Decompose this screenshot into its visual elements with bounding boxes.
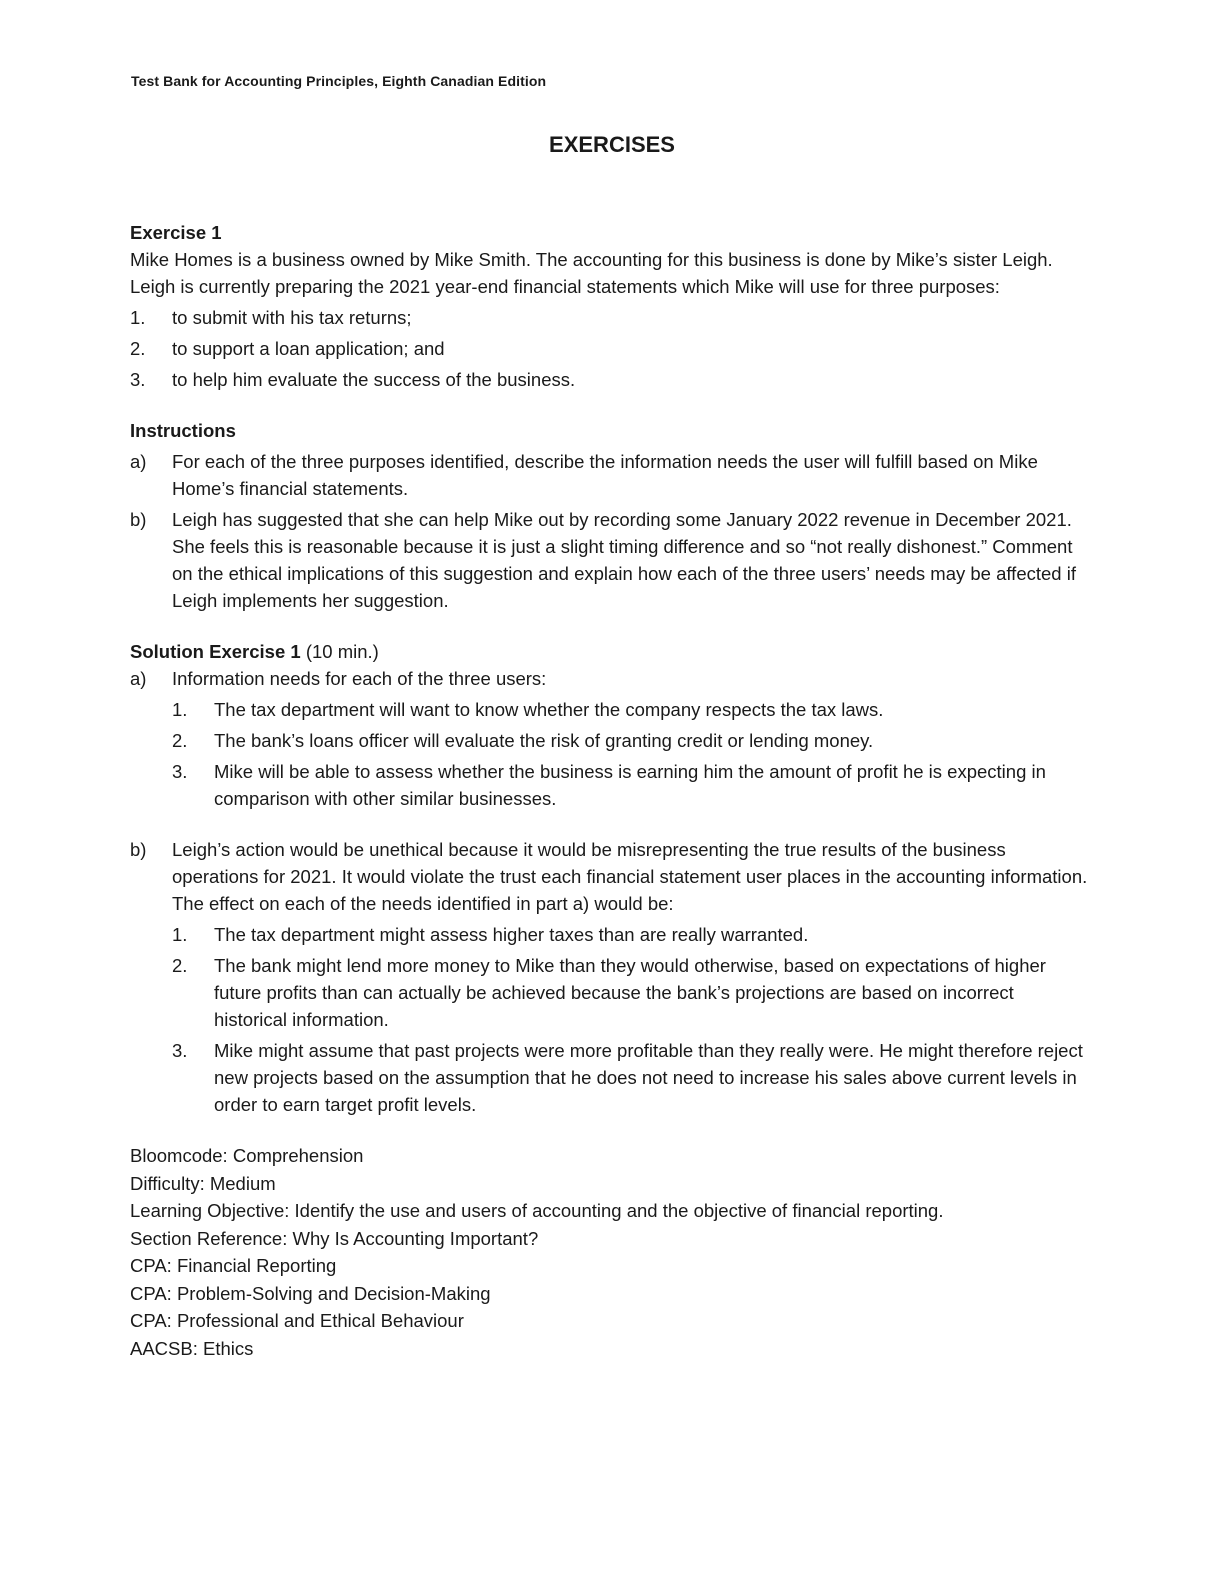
list-item bbox=[172, 696, 1090, 723]
solution-heading-line bbox=[130, 638, 1090, 665]
item-text: Mike might assume that past projects were more profitable than they really were. He might therefore reject new projects based on the assumption that he does not need to increase his sales above current levels in order to earn target profit levels. bbox=[214, 1040, 1083, 1115]
item-text: The tax department will want to know whether the company respects the tax laws. bbox=[214, 699, 884, 720]
item-number: 1. bbox=[130, 307, 146, 328]
solution-part-b bbox=[130, 836, 1090, 917]
instructions-heading: Instructions bbox=[130, 420, 236, 441]
meta-cpa-1: CPA: Financial Reporting bbox=[130, 1255, 337, 1276]
item-number: 1. bbox=[172, 924, 188, 945]
item-number: 2. bbox=[130, 338, 146, 359]
meta-cpa-2: CPA: Problem-Solving and Decision-Making bbox=[130, 1282, 491, 1304]
meta-section-reference: Section Reference: Why Is Accounting Important? bbox=[130, 1227, 539, 1249]
instructions-list bbox=[130, 448, 1090, 614]
solution-part-a bbox=[130, 665, 1090, 692]
item-number: 3. bbox=[172, 1040, 188, 1061]
list-item bbox=[130, 335, 1090, 362]
list-item bbox=[172, 921, 1090, 948]
page-title: EXERCISES bbox=[549, 132, 675, 157]
meta-difficulty: Difficulty: Medium bbox=[130, 1172, 276, 1194]
running-header: Test Bank for Accounting Principles, Eighth Canadian Edition bbox=[131, 73, 547, 89]
item-letter: b) bbox=[130, 839, 147, 860]
list-item bbox=[172, 952, 1090, 1033]
content bbox=[130, 219, 1090, 1362]
list-item bbox=[172, 758, 1090, 812]
item-number: 2. bbox=[172, 730, 188, 751]
item-text: to help him evaluate the success of the business. bbox=[172, 369, 576, 390]
list-item bbox=[172, 727, 1090, 754]
item-text: For each of the three purposes identified, describe the information needs the user will fulfill based on Mike Home’s financial statements. bbox=[172, 451, 1038, 499]
item-letter: b) bbox=[130, 509, 147, 530]
item-text: to support a loan application; and bbox=[172, 338, 445, 359]
purposes-list bbox=[130, 304, 1090, 393]
meta-cpa-3: CPA: Professional and Ethical Behaviour bbox=[130, 1310, 464, 1331]
part-a-list bbox=[172, 696, 1090, 812]
item-number: 3. bbox=[172, 761, 188, 782]
item-text: to submit with his tax returns; bbox=[172, 307, 412, 328]
meta-learning-objective: Learning Objective: Identify the use and users of accounting and the objective of financial reporting. bbox=[130, 1200, 944, 1221]
solution-heading: Solution Exercise 1 bbox=[130, 641, 301, 662]
meta-aacsb: AACSB: Ethics bbox=[130, 1337, 254, 1359]
list-item bbox=[172, 1037, 1090, 1118]
list-item bbox=[130, 366, 1090, 393]
item-text: Leigh’s action would be unethical because it would be misrepresenting the true results of the business operations for 2021. It would violate the trust each financial statement user places in the accounting information. The effect on each of the needs identified in part a) would be: bbox=[172, 839, 1088, 914]
exercise-heading: Exercise 1 bbox=[130, 222, 222, 243]
solution-time: (10 min.) bbox=[300, 641, 379, 662]
metadata-block bbox=[130, 1142, 1090, 1362]
item-letter: a) bbox=[130, 451, 147, 472]
item-number: 1. bbox=[172, 699, 188, 720]
item-text: Information needs for each of the three users: bbox=[172, 668, 547, 689]
item-letter: a) bbox=[130, 668, 147, 689]
meta-bloomcode: Bloomcode: Comprehension bbox=[130, 1145, 364, 1166]
item-text: Mike will be able to assess whether the business is earning him the amount of profit he is expecting in comparison with other similar businesses. bbox=[214, 761, 1046, 809]
item-text: The bank’s loans officer will evaluate the risk of granting credit or lending money. bbox=[214, 730, 874, 751]
exercise-intro: Mike Homes is a business owned by Mike Smith. The accounting for this business is done by Mike’s sister Leigh. Leigh is currently preparing the 2021 year-end financial statements which Mike will use for three purposes: bbox=[130, 249, 1053, 297]
list-item bbox=[130, 506, 1090, 614]
item-number: 2. bbox=[172, 955, 188, 976]
part-b-list bbox=[172, 921, 1090, 1118]
list-item bbox=[130, 304, 1090, 331]
list-item bbox=[130, 448, 1090, 502]
item-text: Leigh has suggested that she can help Mike out by recording some January 2022 revenue in December 2021. She feels this is reasonable because it is just a slight timing difference and so “not really dishonest.” Comment on the ethical implications of this suggestion and explain how each of the three users’ needs may be affected if Leigh implements her suggestion. bbox=[172, 509, 1076, 611]
item-text: The bank might lend more money to Mike than they would otherwise, based on expectations of higher future profits than can actually be achieved because the bank’s projections are based on incorrect historical information. bbox=[214, 955, 1046, 1030]
item-text: The tax department might assess higher taxes than are really warranted. bbox=[214, 924, 809, 945]
item-number: 3. bbox=[130, 369, 146, 390]
